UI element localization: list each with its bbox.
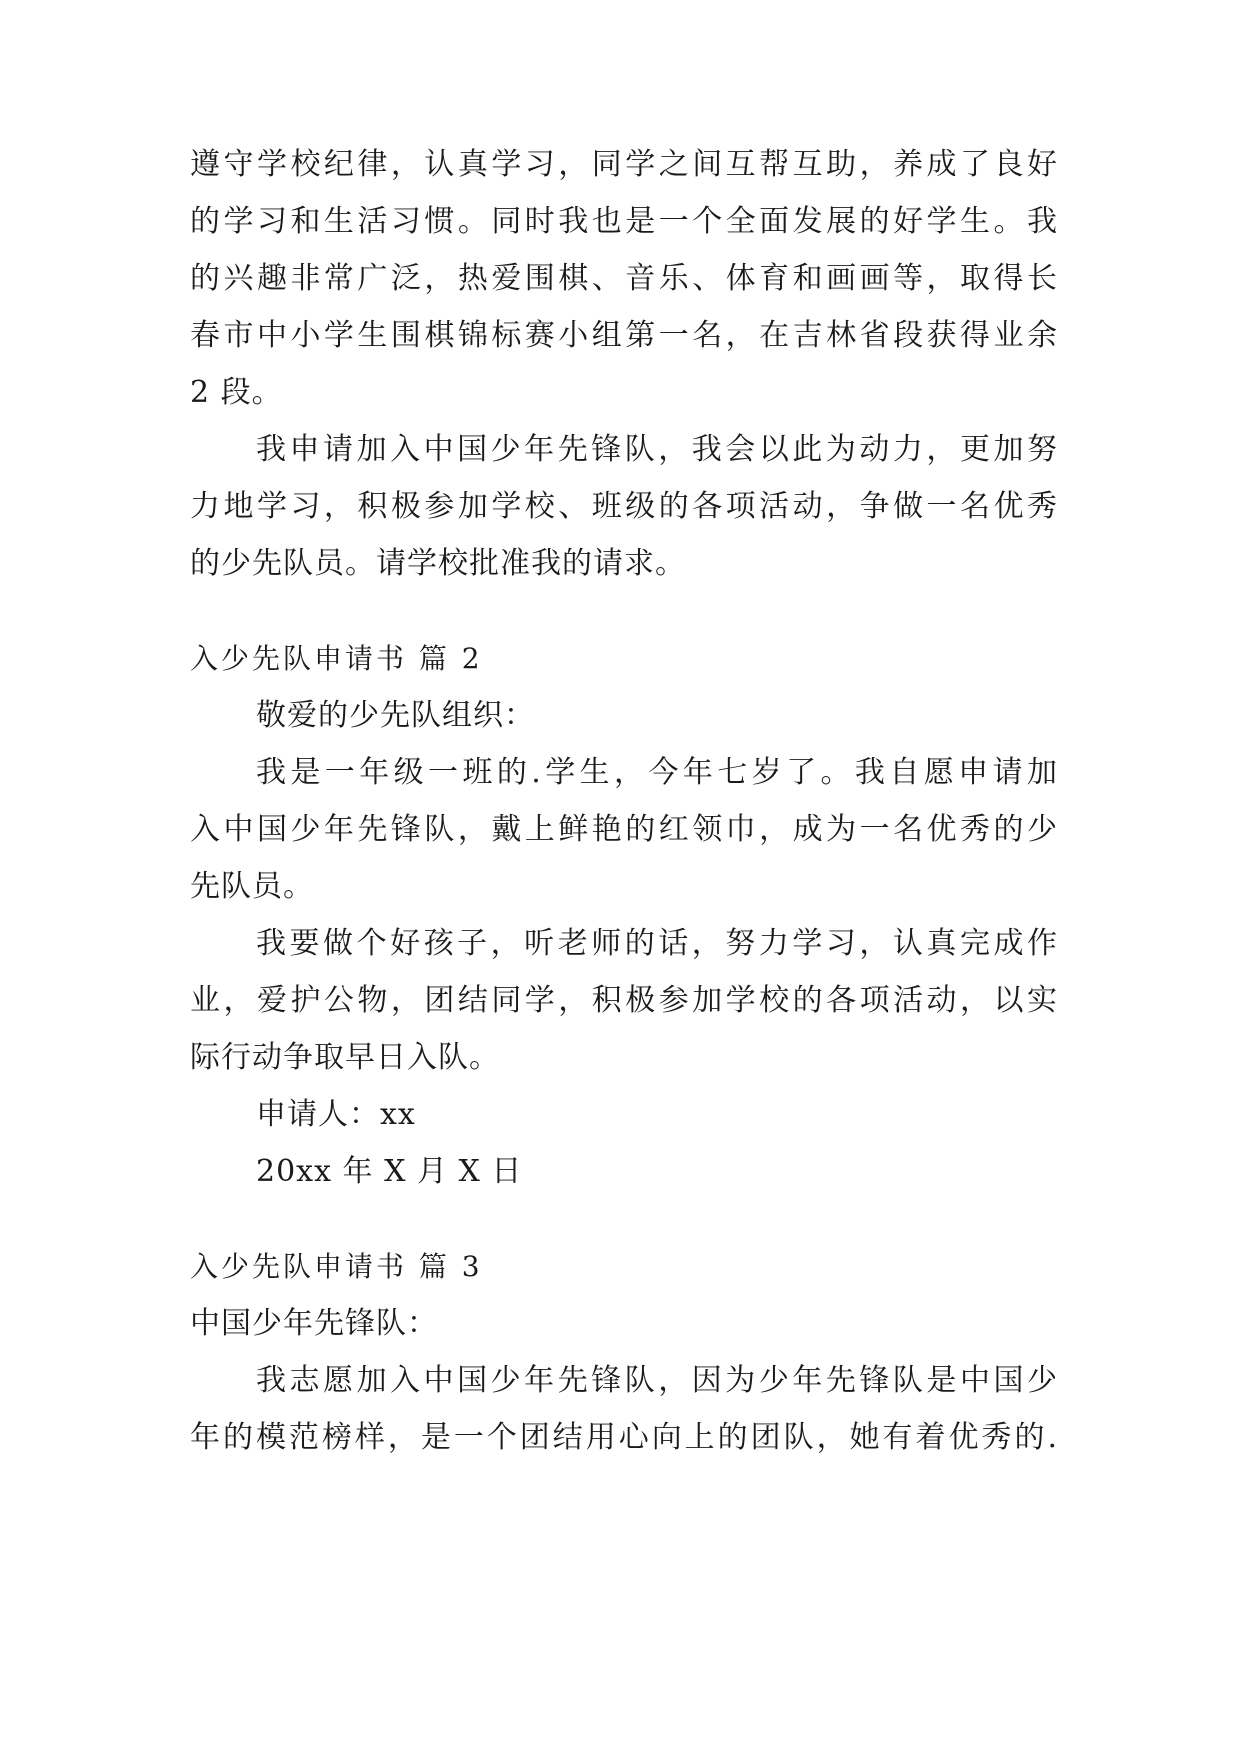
paragraph-line: 遵守学校纪律，认真学习，同学之间互帮互助，养成了良好 bbox=[190, 147, 1058, 182]
paragraph-line: 2 段。 bbox=[190, 375, 283, 410]
paragraph-line: 际行动争取早日入队。 bbox=[190, 1040, 500, 1075]
section-heading: 入少先队申请书 篇 3 bbox=[190, 1250, 483, 1283]
paragraph-line: 我是一年级一班的.学生，今年七岁了。我自愿申请加 bbox=[256, 755, 1058, 790]
paragraph-line: 的兴趣非常广泛，热爱围棋、音乐、体育和画画等，取得长 bbox=[190, 261, 1058, 296]
salutation: 中国少年先锋队： bbox=[190, 1306, 438, 1341]
paragraph-line: 入中国少年先锋队，戴上鲜艳的红领巾，成为一名优秀的少 bbox=[190, 812, 1058, 847]
paragraph-line: 我申请加入中国少年先锋队，我会以此为动力，更加努 bbox=[256, 432, 1058, 467]
paragraph-line: 的学习和生活习惯。同时我也是一个全面发展的好学生。我 bbox=[190, 204, 1058, 239]
paragraph-line: 业，爱护公物，团结同学，积极参加学校的各项活动，以实 bbox=[190, 983, 1058, 1018]
section-heading: 入少先队申请书 篇 2 bbox=[190, 642, 483, 675]
applicant-line: 申请人：xx bbox=[256, 1097, 416, 1132]
paragraph-line: 春市中小学生围棋锦标赛小组第一名，在吉林省段获得业余 bbox=[190, 318, 1058, 353]
paragraph-line: 年的模范榜样，是一个团结用心向上的团队，她有着优秀的. bbox=[190, 1420, 1058, 1455]
paragraph-line: 先队员。 bbox=[190, 869, 314, 904]
date-line: 20xx 年 X 月 X 日 bbox=[256, 1154, 523, 1189]
paragraph-line: 我要做个好孩子，听老师的话，努力学习，认真完成作 bbox=[256, 926, 1058, 961]
paragraph-line: 的少先队员。请学校批准我的请求。 bbox=[190, 546, 686, 581]
salutation: 敬爱的少先队组织： bbox=[256, 698, 535, 733]
paragraph-line: 力地学习，积极参加学校、班级的各项活动，争做一名优秀 bbox=[190, 489, 1058, 524]
paragraph-line: 我志愿加入中国少年先锋队，因为少年先锋队是中国少 bbox=[256, 1363, 1058, 1398]
